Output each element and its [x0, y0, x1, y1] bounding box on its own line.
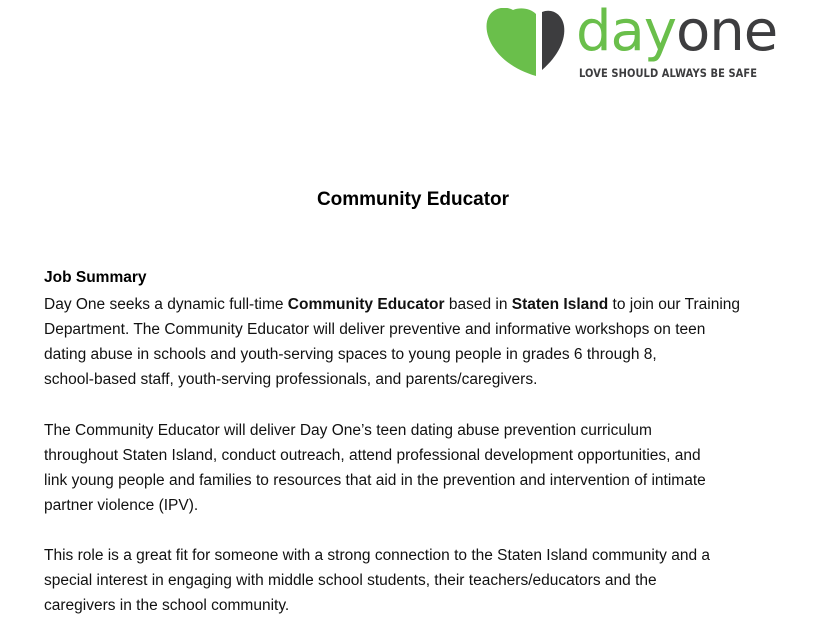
text-run: based in [444, 296, 512, 313]
heart-logo-icon [486, 8, 566, 76]
paragraph-summary [44, 292, 814, 392]
paragraph-fit [44, 543, 814, 618]
page-title: Community Educator [316, 189, 510, 210]
section-heading-job-summary: Job Summary [44, 269, 147, 286]
paragraph-responsibilities [44, 418, 814, 518]
dayone-logo [486, 0, 786, 82]
logo-wordmark [576, 0, 777, 64]
text-line: caregivers in the school community. [44, 597, 290, 614]
text-line: Department. The Community Educator will deliver preventive and informative workshops on teen [44, 321, 706, 338]
logo-word-one: one [676, 0, 778, 64]
logo-word-day: day [576, 0, 677, 64]
text-line: school-based staff, youth-serving professionals, and parents/caregivers. [44, 371, 538, 388]
text-run: Day One seeks a dynamic full-time [44, 296, 288, 313]
text-line: The Community Educator will deliver Day One’s teen dating abuse prevention curriculum [44, 422, 652, 439]
text-line: dating abuse in schools and youth-serving spaces to young people in grades 6 through 8, [44, 346, 657, 363]
text-line [44, 292, 814, 317]
bold-location: Staten Island [511, 296, 609, 313]
text-run: to join our Training [608, 296, 741, 313]
logo-tagline: LOVE SHOULD ALWAYS BE SAFE [579, 66, 758, 80]
text-line: link young people and families to resources that aid in the prevention and intervention of intimate [44, 472, 706, 489]
bold-role-name: Community Educator [287, 296, 445, 313]
text-line: special interest in engaging with middle school students, their teachers/educators and the [44, 572, 657, 589]
text-line: partner violence (IPV). [44, 497, 199, 514]
text-line: This role is a great fit for someone with a strong connection to the Staten Island community and a [44, 547, 710, 564]
text-line: throughout Staten Island, conduct outreach, attend professional development opportunities, and [44, 447, 701, 464]
